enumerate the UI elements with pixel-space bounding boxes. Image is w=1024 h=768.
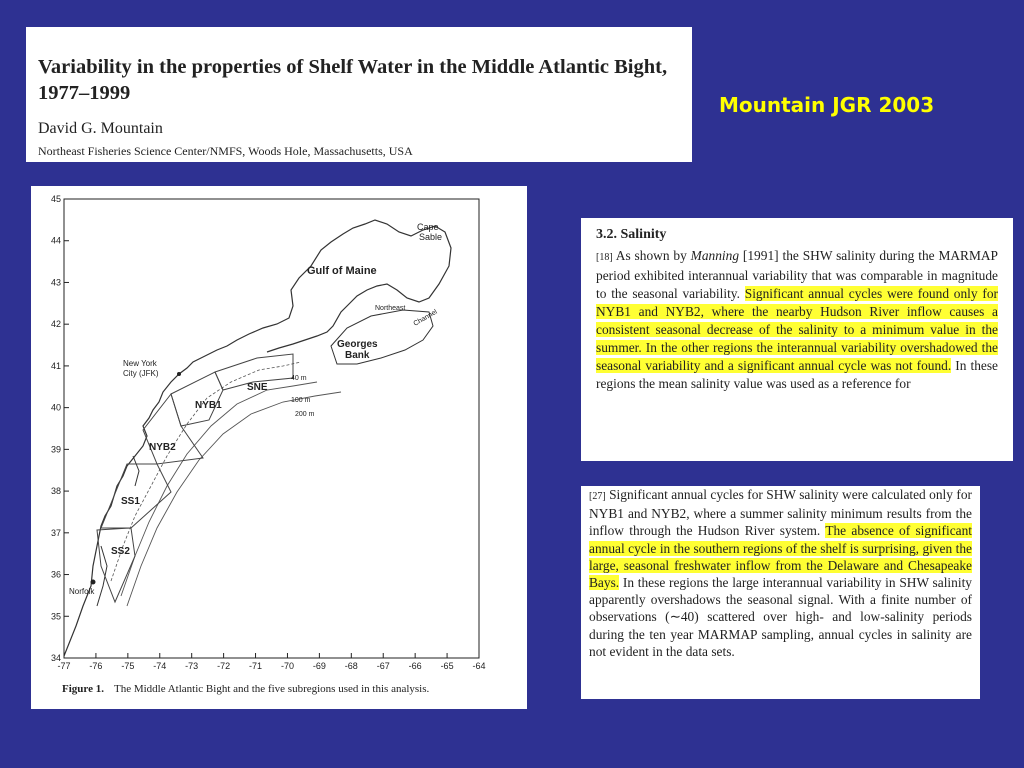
x-tick-label: -65 [440,661,454,671]
salinity-section-panel [581,218,1013,461]
x-tick-label: -68 [344,661,358,671]
label-gulf-of-maine: Gulf of Maine [307,265,377,277]
label-cape: Cape [417,222,439,232]
paragraph-text: [1991] the SHW salinity during the MARMAP period exhibited interannual variability that was comparable in magnitude to the seasonal variability. [596,248,998,301]
citation-manning: Manning [690,248,740,263]
coastline [64,220,451,656]
citation-label: Mountain JGR 2003 [719,93,935,117]
y-tick-label: 35 [50,611,61,622]
label-northeast: Northeast [375,305,406,312]
chesapeake-bay [97,546,107,606]
label-nyb1: NYB1 [195,400,222,411]
x-tick-label: -76 [89,661,103,671]
y-tick-label: 40 [50,402,61,413]
paragraph-27 [589,486,972,660]
jfk-marker [177,372,181,376]
paragraph-ref-18: [18] [596,252,613,263]
x-tick-label: -67 [376,661,390,671]
label-sable: Sable [419,232,443,242]
highlighted-text: Significant annual cycles were found only for NYB1 and NYB2, where the nearby Hudson River inflow causes a consistent seasonal decrease of the salinity to a minimum value in the summer. In the other regions the interannual variability overshadowed the seasonal variability and a significant annual cycle was not found. [596,286,998,373]
map-x-axis [57,653,485,671]
subregion-nyb2-box [143,394,203,464]
y-tick-label: 38 [50,486,61,497]
x-tick-label: -75 [121,661,135,671]
y-tick-label: 44 [50,235,61,246]
salinity-paragraph [596,247,998,393]
figure-caption-text: The Middle Atlantic Bight and the five subregions used in this analysis. [113,683,430,695]
y-tick-label: 36 [50,569,61,580]
label-depth-100m: 100 m [291,397,311,404]
paragraph-text: As shown by [612,248,691,263]
y-tick-label: 37 [50,527,61,538]
paragraph-text: In these regions the large interannual variability in SHW salinity apparently overshadows the seasonal signal. With a finite number of observations (∼40) scattered over high- and low-salinity periods during the ten year MARMAP sampling, annual cycles in salinity are not evident in the data sets. [589,575,972,659]
delaware-bay [133,456,139,486]
y-tick-label: 41 [50,360,61,371]
label-norfolk: Norfolk [69,587,95,596]
map-figure [31,186,527,709]
norfolk-marker [91,580,96,585]
label-channel: Channel [412,308,439,328]
section-heading: 3.2. Salinity [596,227,667,242]
map-frame [64,199,479,658]
label-georges: Georges [337,339,378,350]
x-tick-label: -74 [153,661,167,671]
paragraph-text: In these regions the mean salinity value was used as a reference for [596,358,998,391]
label-new-york: New York [123,359,157,368]
map-y-axis [51,194,69,663]
x-tick-label: -64 [472,661,486,671]
y-tick-label: 45 [50,194,61,204]
x-tick-label: -71 [249,661,263,671]
map-figure-panel [31,186,527,709]
label-bank: Bank [345,350,370,361]
y-tick-label: 34 [50,653,61,663]
paper-title-panel [26,27,692,162]
x-tick-label: -73 [185,661,199,671]
paragraph-ref-27: [27] [589,491,606,502]
highlighted-text: The absence of significant annual cycle in the southern regions of the shelf is surprising, given the large, seasonal freshwater inflow from the Delaware and Chesapeake Bays. [589,523,972,591]
subregion-ss2-box [97,528,135,602]
label-depth-40m: 40 m [291,375,307,382]
label-nyb2: NYB2 [149,442,176,453]
paper-author: David G. Mountain [38,120,163,137]
paragraph-27-panel [581,486,980,699]
label-jfk: City (JFK) [123,369,159,378]
x-tick-label: -69 [312,661,326,671]
label-sne: SNE [247,382,268,393]
x-tick-label: -77 [57,661,71,671]
paper-title: Variability in the properties of Shelf Water in the Middle Atlantic Bight, 1977–1999 [38,56,668,104]
label-ss1: SS1 [121,496,140,507]
depth-contour-200m [127,392,341,606]
paragraph-text: Significant annual cycles for SHW salinity were calculated only for NYB1 and NYB2, where a summer salinity minimum results from the inflow through the Hudson River system. [589,487,972,539]
label-ss2: SS2 [111,546,130,557]
x-tick-label: -70 [280,661,294,671]
y-tick-label: 43 [50,277,61,288]
depth-contour-40m [111,362,301,581]
y-tick-label: 39 [50,444,61,455]
paper-affiliation: Northeast Fisheries Science Center/NMFS, Woods Hole, Massachusetts, USA [38,144,413,158]
x-tick-label: -66 [408,661,422,671]
figure-caption-label: Figure 1. [62,683,104,695]
y-tick-label: 42 [50,319,61,330]
label-depth-200m: 200 m [295,411,315,418]
figure-caption [62,683,429,695]
x-tick-label: -72 [217,661,231,671]
